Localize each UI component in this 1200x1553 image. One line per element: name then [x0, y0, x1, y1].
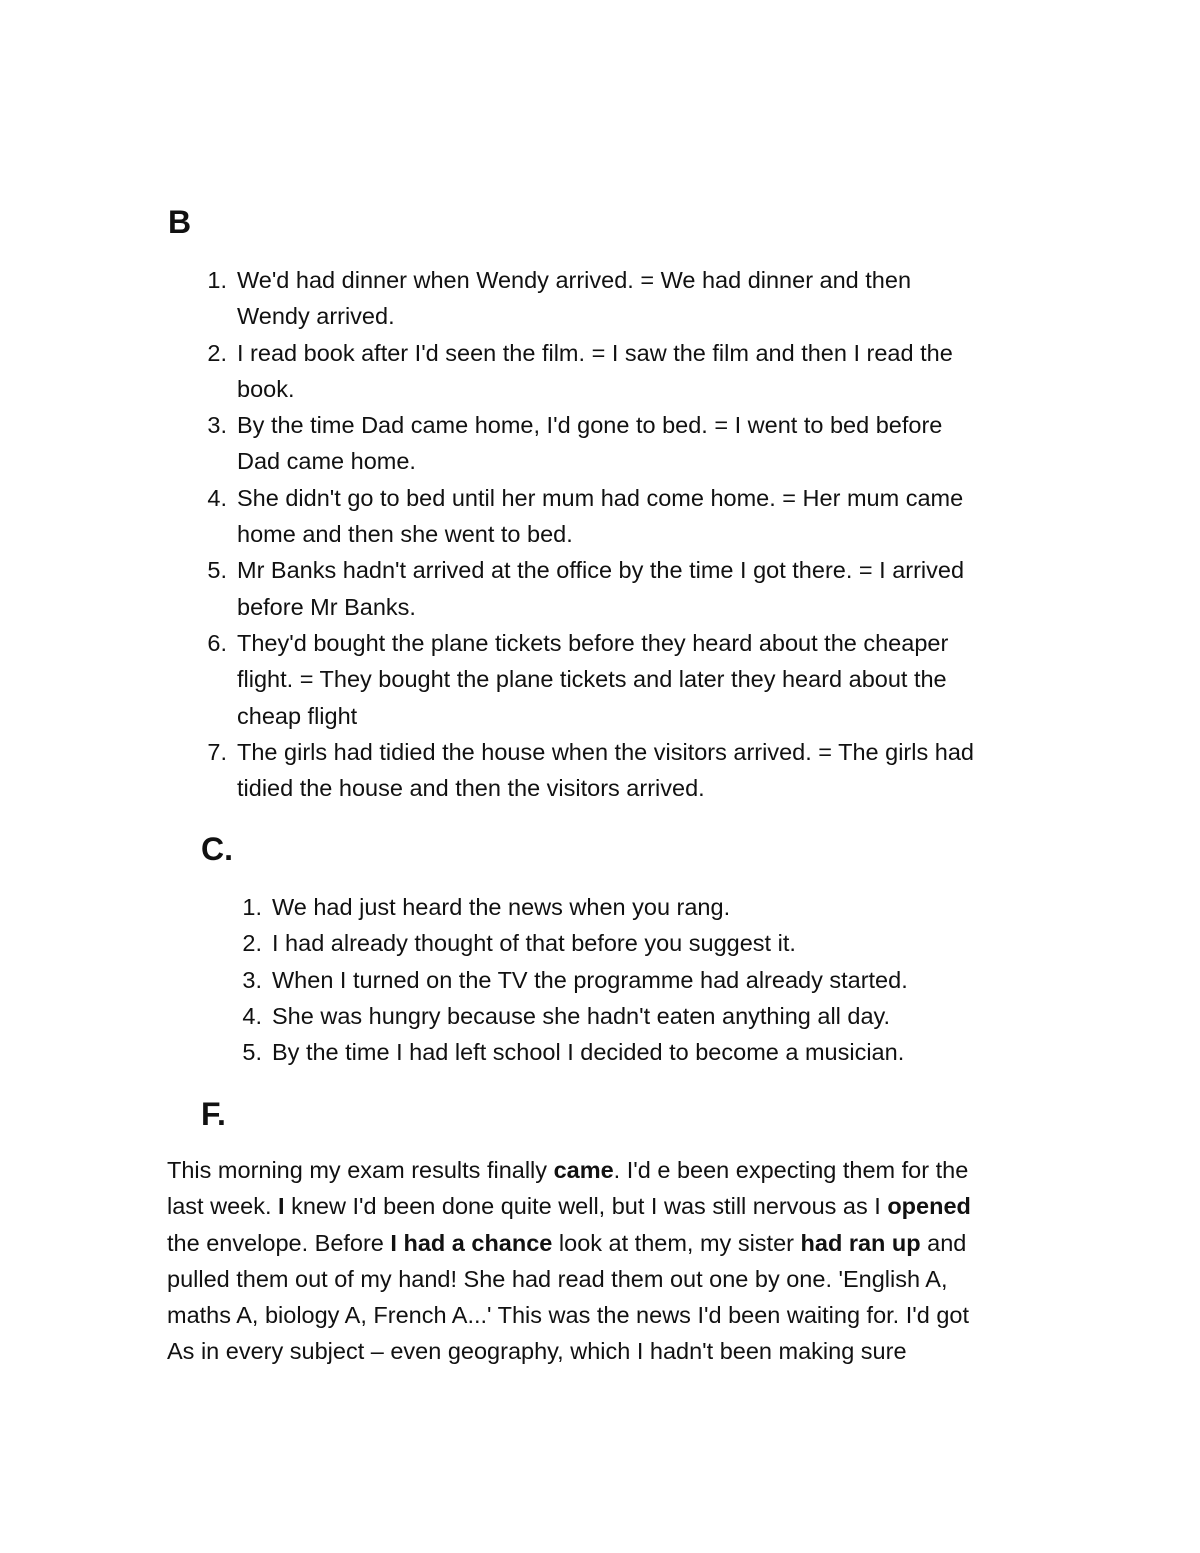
list-item: [207, 552, 1037, 625]
item-text: She was hungry because she hadn't eaten anything all day.: [272, 1002, 891, 1029]
item-number: 3.: [242, 966, 262, 993]
item-line: By the time Dad came home, I'd gone to bed. = I went to bed before: [237, 412, 943, 439]
item-number: 6.: [207, 629, 227, 656]
item-line: The girls had tidied the house when the visitors arrived. = The girls had: [237, 738, 974, 765]
paragraph-line: [167, 1297, 1047, 1333]
item-number: 1.: [242, 894, 262, 920]
text-run: the envelope. Before: [167, 1229, 391, 1256]
item-number: 3.: [207, 412, 227, 439]
list-item: [207, 335, 1037, 408]
item-line: tidied the house and then the visitors arrived.: [237, 775, 705, 802]
text-run: This morning my exam results finally: [167, 1157, 554, 1183]
item-line: home and then she went to bed.: [237, 521, 573, 548]
item-number: 4.: [207, 484, 227, 511]
item-line: book.: [237, 375, 295, 402]
item-number: 7.: [207, 738, 227, 765]
item-line: They'd bought the plane tickets before they heard about the cheaper: [237, 629, 949, 656]
item-number: 5.: [207, 557, 227, 584]
paragraph-line: [167, 1225, 1047, 1261]
list-item: [207, 407, 1037, 480]
item-line: before Mr Banks.: [237, 593, 416, 620]
text-run: knew I'd been done quite well, but I was still nervous as I: [284, 1193, 888, 1220]
section-f-paragraph: [167, 1152, 1047, 1370]
list-item: [207, 625, 1037, 734]
section-c-heading: C.: [201, 831, 233, 867]
list-item: [207, 734, 1037, 807]
list-item: [242, 1034, 1052, 1070]
section-b-heading: B: [168, 204, 192, 240]
item-text: I had already thought of that before you suggest it.: [272, 930, 796, 957]
item-number: 5.: [242, 1039, 262, 1066]
item-text: We had just heard the news when you rang.: [272, 894, 731, 920]
item-number: 1.: [207, 267, 227, 293]
item-number: 2.: [207, 339, 227, 366]
section-b-list: [207, 262, 1037, 806]
item-text: When I turned on the TV the programme had already started.: [272, 966, 908, 993]
section-f-heading: F.: [201, 1096, 226, 1132]
list-item: [242, 998, 1052, 1034]
text-run: maths A, biology A, French A...' This was the news I'd been waiting for. I'd got: [167, 1302, 970, 1329]
item-text: By the time I had left school I decided to become a musician.: [272, 1039, 905, 1066]
list-item: [207, 480, 1037, 553]
list-item: [207, 262, 1037, 335]
text-run: and: [920, 1229, 967, 1256]
text-run: . I'd e been expecting them for the: [613, 1157, 969, 1183]
item-line: Mr Banks hadn't arrived at the office by the time I got there. = I arrived: [237, 557, 965, 584]
section-c-list: [242, 889, 1052, 1070]
item-number: 4.: [242, 1002, 262, 1029]
text-run: As in every subject – even geography, which I hadn't been making sure: [167, 1338, 907, 1365]
text-run: pulled them out of my hand! She had read them out one by one. 'English A,: [167, 1265, 948, 1292]
paragraph-line: [167, 1152, 1047, 1188]
text-run: look at them, my sister: [552, 1229, 801, 1256]
paragraph-line: [167, 1261, 1047, 1297]
list-item: [242, 962, 1052, 998]
list-item: [242, 889, 1052, 925]
item-line: Dad came home.: [237, 448, 416, 475]
paragraph-line: [167, 1333, 1047, 1369]
item-line: We'd had dinner when Wendy arrived. = We had dinner and then: [237, 267, 912, 293]
item-line: I read book after I'd seen the film. = I saw the film and then I read the: [237, 339, 953, 366]
text-run: last week.: [167, 1193, 279, 1220]
item-line: Wendy arrived.: [237, 303, 395, 330]
list-item: [242, 925, 1052, 961]
item-line: She didn't go to bed until her mum had come home. = Her mum came: [237, 484, 964, 511]
item-number: 2.: [242, 930, 262, 957]
item-line: flight. = They bought the plane tickets and later they heard about the: [237, 666, 947, 693]
bold-answer: opened: [887, 1193, 971, 1220]
bold-answer: I: [278, 1193, 285, 1220]
bold-answer: had ran up: [800, 1229, 921, 1256]
paragraph-line: [167, 1188, 1047, 1224]
item-line: cheap flight: [237, 702, 358, 729]
bold-answer: came: [553, 1157, 614, 1183]
bold-answer: I had a chance: [390, 1229, 553, 1256]
